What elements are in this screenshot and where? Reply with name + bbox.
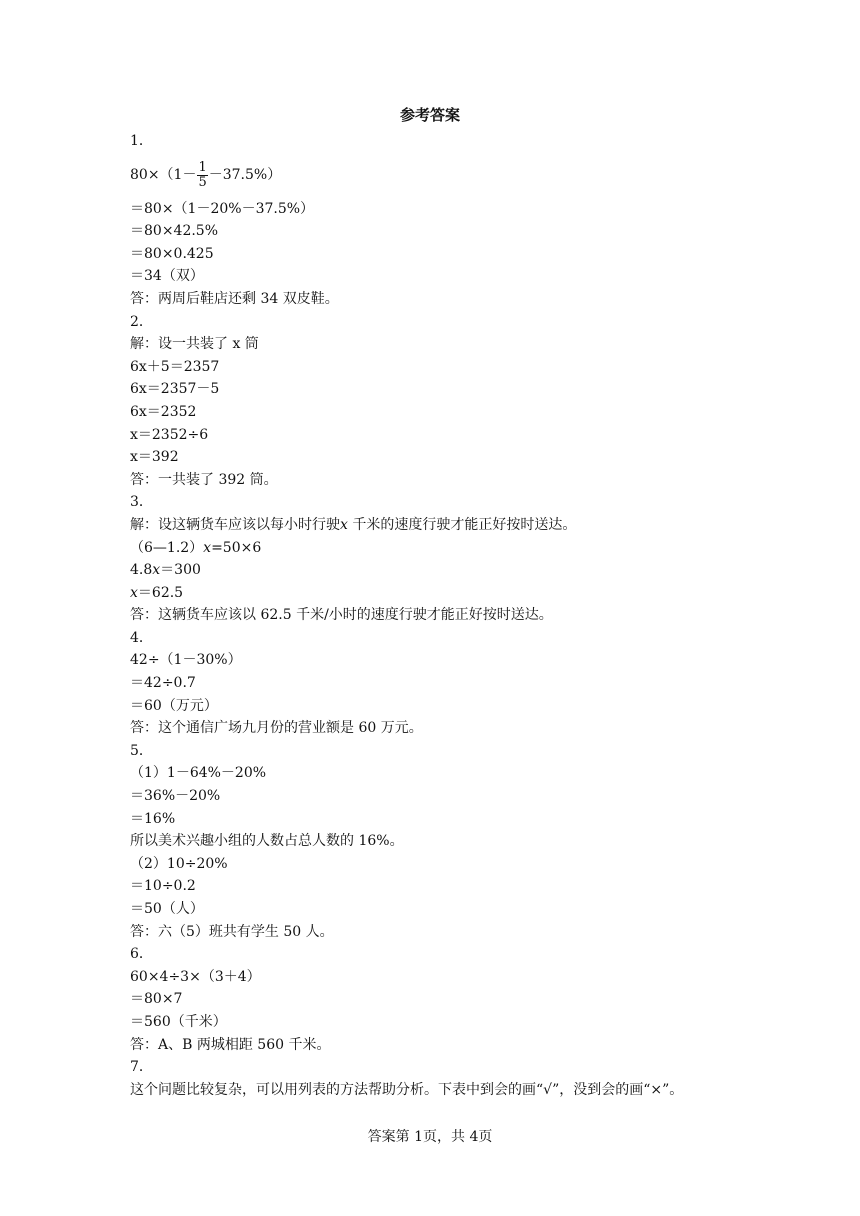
- q3-step-4: [130, 582, 730, 605]
- q1-step-3: ＝80×42.5%: [130, 223, 219, 240]
- q6-step-3: ＝560（千米）: [130, 1013, 227, 1030]
- q6-step-1: 60×4÷3×（3＋4）: [130, 968, 261, 985]
- q2-step-3: 6x＝2357－5: [130, 381, 220, 398]
- q5-step-1: （1）1－64%－20%: [130, 765, 267, 782]
- q3-answer: 答：这辆货车应该以 62.5 千米/小时的速度行驶才能正好按时送达。: [130, 607, 553, 624]
- q6-number: 6．: [130, 946, 153, 963]
- q4-step-1: 42÷（1－30%）: [130, 652, 242, 669]
- q3-step-3-pre: 4.8: [130, 562, 153, 579]
- q3-variable: x: [130, 584, 138, 601]
- q4-number: 4．: [130, 629, 153, 646]
- q1-answer: 答：两周后鞋店还剩 34 双皮鞋。: [130, 290, 339, 307]
- page-title: 参考答案: [399, 106, 460, 124]
- q3-step-4-post: ＝62.5: [137, 584, 184, 601]
- q6-answer: 答：A、B 两城相距 560 千米。: [130, 1036, 331, 1053]
- q3-variable: x: [152, 562, 161, 579]
- q3-variable: x: [340, 516, 348, 533]
- q1-expr-post: －37.5%）: [208, 166, 282, 183]
- q3-step-3: [130, 559, 730, 582]
- q4-step-3: ＝60（万元）: [130, 697, 218, 714]
- q3-step-1: [130, 514, 730, 537]
- q5-step-7: ＝50（人）: [130, 901, 204, 917]
- q1-fraction-denominator: 5: [198, 174, 207, 190]
- q2-step-6: x＝392: [130, 449, 179, 466]
- q5-number: 5．: [130, 742, 153, 759]
- q5-step-2: ＝36%－20%: [130, 788, 221, 805]
- q5-step-5: （2）10÷20%: [130, 855, 228, 872]
- q2-step-4: 6x＝2352: [130, 403, 197, 420]
- q1-expr-pre: 80×（1－: [130, 166, 197, 183]
- q2-step-5: x＝2352÷6: [130, 426, 209, 443]
- q3-step-3-post: ＝300: [160, 562, 201, 579]
- q6-step-2: ＝80×7: [130, 991, 183, 1008]
- q1-fraction-numerator: 1: [198, 159, 207, 175]
- q3-step-1-post: 千米的速度行驶才能正好按时送达。: [347, 516, 577, 533]
- q3-number: 3．: [130, 494, 153, 511]
- q1-step-4: ＝80×0.425: [130, 245, 214, 262]
- q1-expression: [130, 153, 730, 198]
- q1-step-2: ＝80×（1－20%－37.5%）: [130, 200, 315, 217]
- q3-step-2-pre: （6—1.2）: [130, 539, 204, 556]
- q1-fraction: [197, 161, 207, 190]
- q1-number: 1．: [130, 133, 153, 149]
- q2-answer: 答：一共装了 392 筒。: [130, 471, 278, 488]
- q5-step-4: 所以美术兴趣小组的人数占总人数的 16%。: [130, 833, 404, 850]
- answer-content: [130, 130, 730, 1101]
- q5-step-3: ＝16%: [130, 810, 176, 827]
- q3-step-1-pre: 解：设这辆货车应该以每小时行驶: [130, 516, 340, 533]
- q1-step-5: ＝34（双）: [130, 268, 204, 285]
- q7-step-1: 这个问题比较复杂，可以用列表的方法帮助分析。下表中到会的画“√”，没到会的画“×”。: [130, 1081, 684, 1098]
- q2-number: 2．: [130, 313, 153, 330]
- q3-step-2: [130, 537, 730, 560]
- q3-variable: x: [203, 539, 212, 556]
- q4-answer: 答：这个通信广场九月份的营业额是 60 万元。: [130, 720, 423, 737]
- q2-step-1: 解：设一共装了 x 筒: [130, 336, 259, 353]
- q5-answer: 答：六（5）班共有学生 50 人。: [130, 923, 334, 940]
- q4-step-2: ＝42÷0.7: [130, 675, 196, 692]
- q5-step-6: ＝10÷0.2: [130, 878, 196, 895]
- page-footer: 答案第 1页，共 4页: [367, 1129, 493, 1145]
- q7-number: 7．: [130, 1059, 153, 1076]
- q2-step-2: 6x＋5＝2357: [130, 358, 220, 375]
- q3-step-2-post: =50×6: [211, 539, 262, 556]
